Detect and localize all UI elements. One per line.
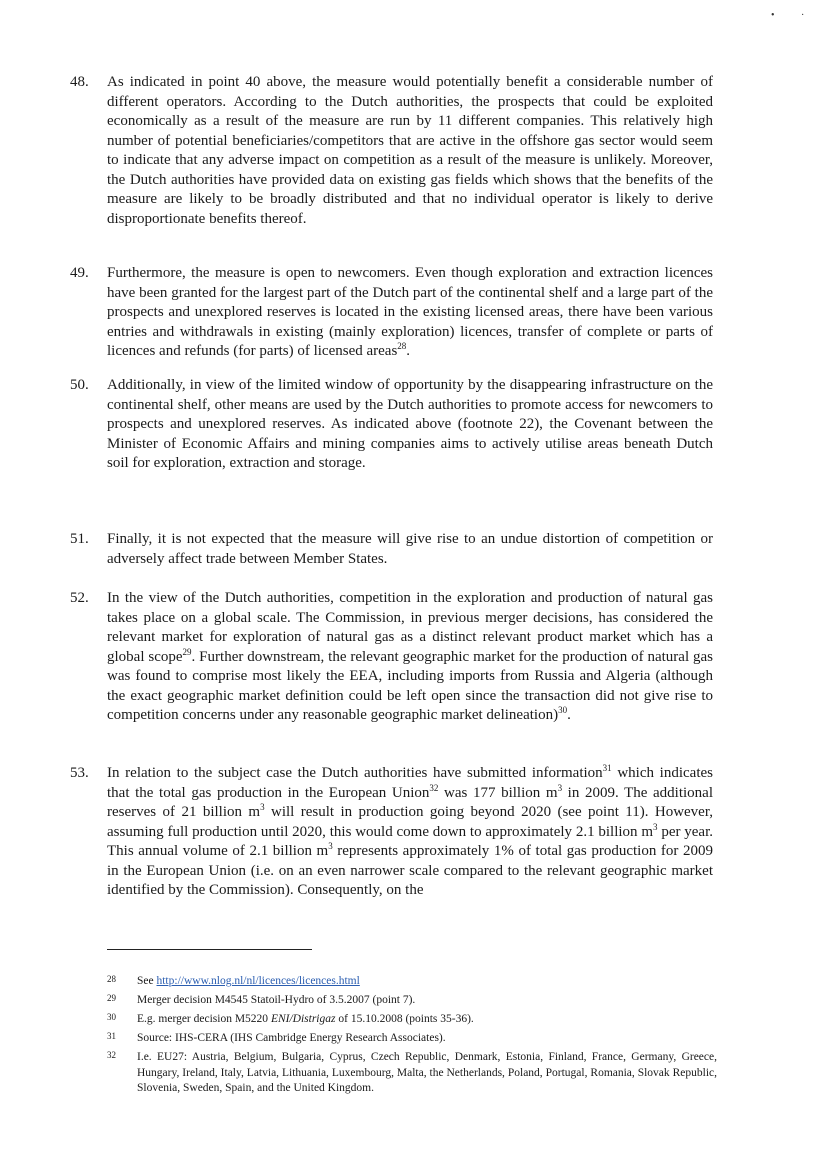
footnote-32: 32 I.e. EU27: Austria, Belgium, Bulgaria, Cyprus, Czech Republic, Denmark, Estonia, Finland, France, Germany, Greece, Hungary, Ireland, Italy, Latvia, Lithuania, Luxembourg, Malta, the Netherlands, Poland, Portugal, Romania, Slovak Republic, Slovenia, Sweden, Spain, and the United Kingdom. — [107, 1050, 717, 1094]
footnote-29: 29 Merger decision M4545 Statoil-Hydro of 3.5.2007 (point 7). — [107, 993, 416, 1006]
footnote-28: 28 See http://www.nlog.nl/nl/licences/licences.html — [107, 974, 360, 987]
unit-exponent: 3 — [557, 782, 563, 793]
footnote-number: 28 — [107, 974, 116, 984]
footnote-number: 31 — [107, 1031, 116, 1041]
unit-exponent: 3 — [653, 821, 658, 832]
paragraph-number: 51. — [70, 531, 89, 547]
paragraph-number: 52. — [70, 590, 89, 606]
footnote-number: 29 — [107, 993, 116, 1003]
footnote-ref: 28 — [397, 341, 407, 351]
paragraph-text: Furthermore, the measure is open to newcomers. Even though exploration and extraction licences have been granted for the largest part of the Dutch part of the continental shelf and a large part of the prospects and unexplored reserves is located in the existing licensed areas, there have been various entries and withdrawals in existing (mainly exploration) licences, transfer of complete or parts of licences and refunds (for parts) of licensed areas — [107, 265, 713, 359]
footnote-number: 30 — [107, 1012, 116, 1022]
scan-mark: · — [801, 10, 805, 21]
footnote-separator — [107, 949, 312, 950]
unit-exponent: 3 — [260, 802, 265, 812]
paragraph-text: Finally, it is not expected that the measure will give rise to an undue distortion of competition or adversely affect trade between Member States. — [107, 531, 713, 567]
licences-link[interactable]: http://www.nlog.nl/nl/licences/licences.html — [156, 975, 360, 987]
footnote-number: 32 — [107, 1050, 116, 1060]
paragraph-number: 50. — [70, 377, 89, 393]
paragraph-number: 48. — [70, 74, 89, 90]
paragraph-50 — [70, 376, 713, 474]
footnote-ref: 32 — [429, 782, 439, 793]
paragraph-51 — [70, 530, 713, 569]
paragraph-number: 53. — [70, 765, 89, 781]
paragraph-number: 49. — [70, 265, 89, 281]
paragraph-49: 49. Furthermore, the measure is open to newcomers. Even though exploration and extraction licences have been granted for the largest part of the Dutch part of the continental shelf and a large part of the prospects and unexplored reserves is located in the existing licensed areas, there have been various entries and withdrawals in existing (mainly exploration) licences, transfer of complete or parts of licences and refunds (for parts) of licensed areas$^{28}$. — [70, 265, 713, 359]
paragraph-52: 52. In the view of the Dutch authorities, competition in the exploration and production of natural gas takes place on a global scale. The Commission, in previous merger decisions, has considered the relevant market for exploration of natural gas as a distinct relevant product market which has a global scope$^{29}$. Further downstream, the relevant geographic market for the production of natural gas was found to comprise most likely the EEA, including imports from Russia and Algeria (although the exact geographic market definition could be left open since the transaction did not give rise to competition concerns under any reasonable geographic market delineation)$^{30}$. — [70, 590, 713, 723]
scan-mark: • — [771, 10, 775, 21]
paragraph-text: As indicated in point 40 above, the measure would potentially benefit a considerable number of different operators. According to the Dutch authorities, the prospects that could be exploited economically as a result of the measure are run by 11 different companies. This relatively high number of potential beneficiaries/competitors that are active in the offshore gas sector would seem to indicate that any adverse impact on competition as a result of the measure is unlikely. Moreover, the Dutch authorities have provided data on existing gas fields which shows that the benefits of the measure are likely to be broadly distributed and that no individual operator is likely to derive disproportionate benefits thereof. — [107, 74, 713, 227]
footnote-31: 31 Source: IHS-CERA (IHS Cambridge Energy Research Associates). — [107, 1031, 446, 1044]
paragraph-53: 53. In relation to the subject case the Dutch authorities have submitted information$^{31}$ which indicates that the total gas production in the European Union$^{32}$ was 177 billion $m^3$ in 2009. The additional reserves of 21 billion $m^3$ will result in production going beyond 2020 (see point 11). However, assuming full production until 2020, this would come down to approximately 2.1 billion $m^3$ per year. This annual volume of 2.1 billion $m^3$ represents approximately 1% of total gas production for 2009 in the European Union (i.e. on an even narrower scale compared to the relevant geographic market identified by the Commission). Consequently, on the — [70, 763, 713, 898]
footnote-ref: 29 — [182, 646, 192, 657]
unit-exponent: 3 — [328, 841, 333, 851]
footnote-ref: 30 — [558, 705, 568, 715]
footnote-ref: 31 — [602, 763, 612, 773]
paragraph-48 — [70, 73, 713, 229]
paragraph-text: Additionally, in view of the limited window of opportunity by the disappearing infrastructure on the continental shelf, other means are used by the Dutch authorities to promote access for newcomers to prospects and unexplored reserves. As indicated above (footnote 22), the Covenant between the Minister of Economic Affairs and mining companies aims to actively utilise areas beneath Dutch soil for exploration, extraction and storage. — [107, 377, 713, 471]
footnote-30: 30 E.g. merger decision M5220 ENI/Distrigaz of 15.10.2008 (points 35-36). — [107, 1012, 474, 1025]
